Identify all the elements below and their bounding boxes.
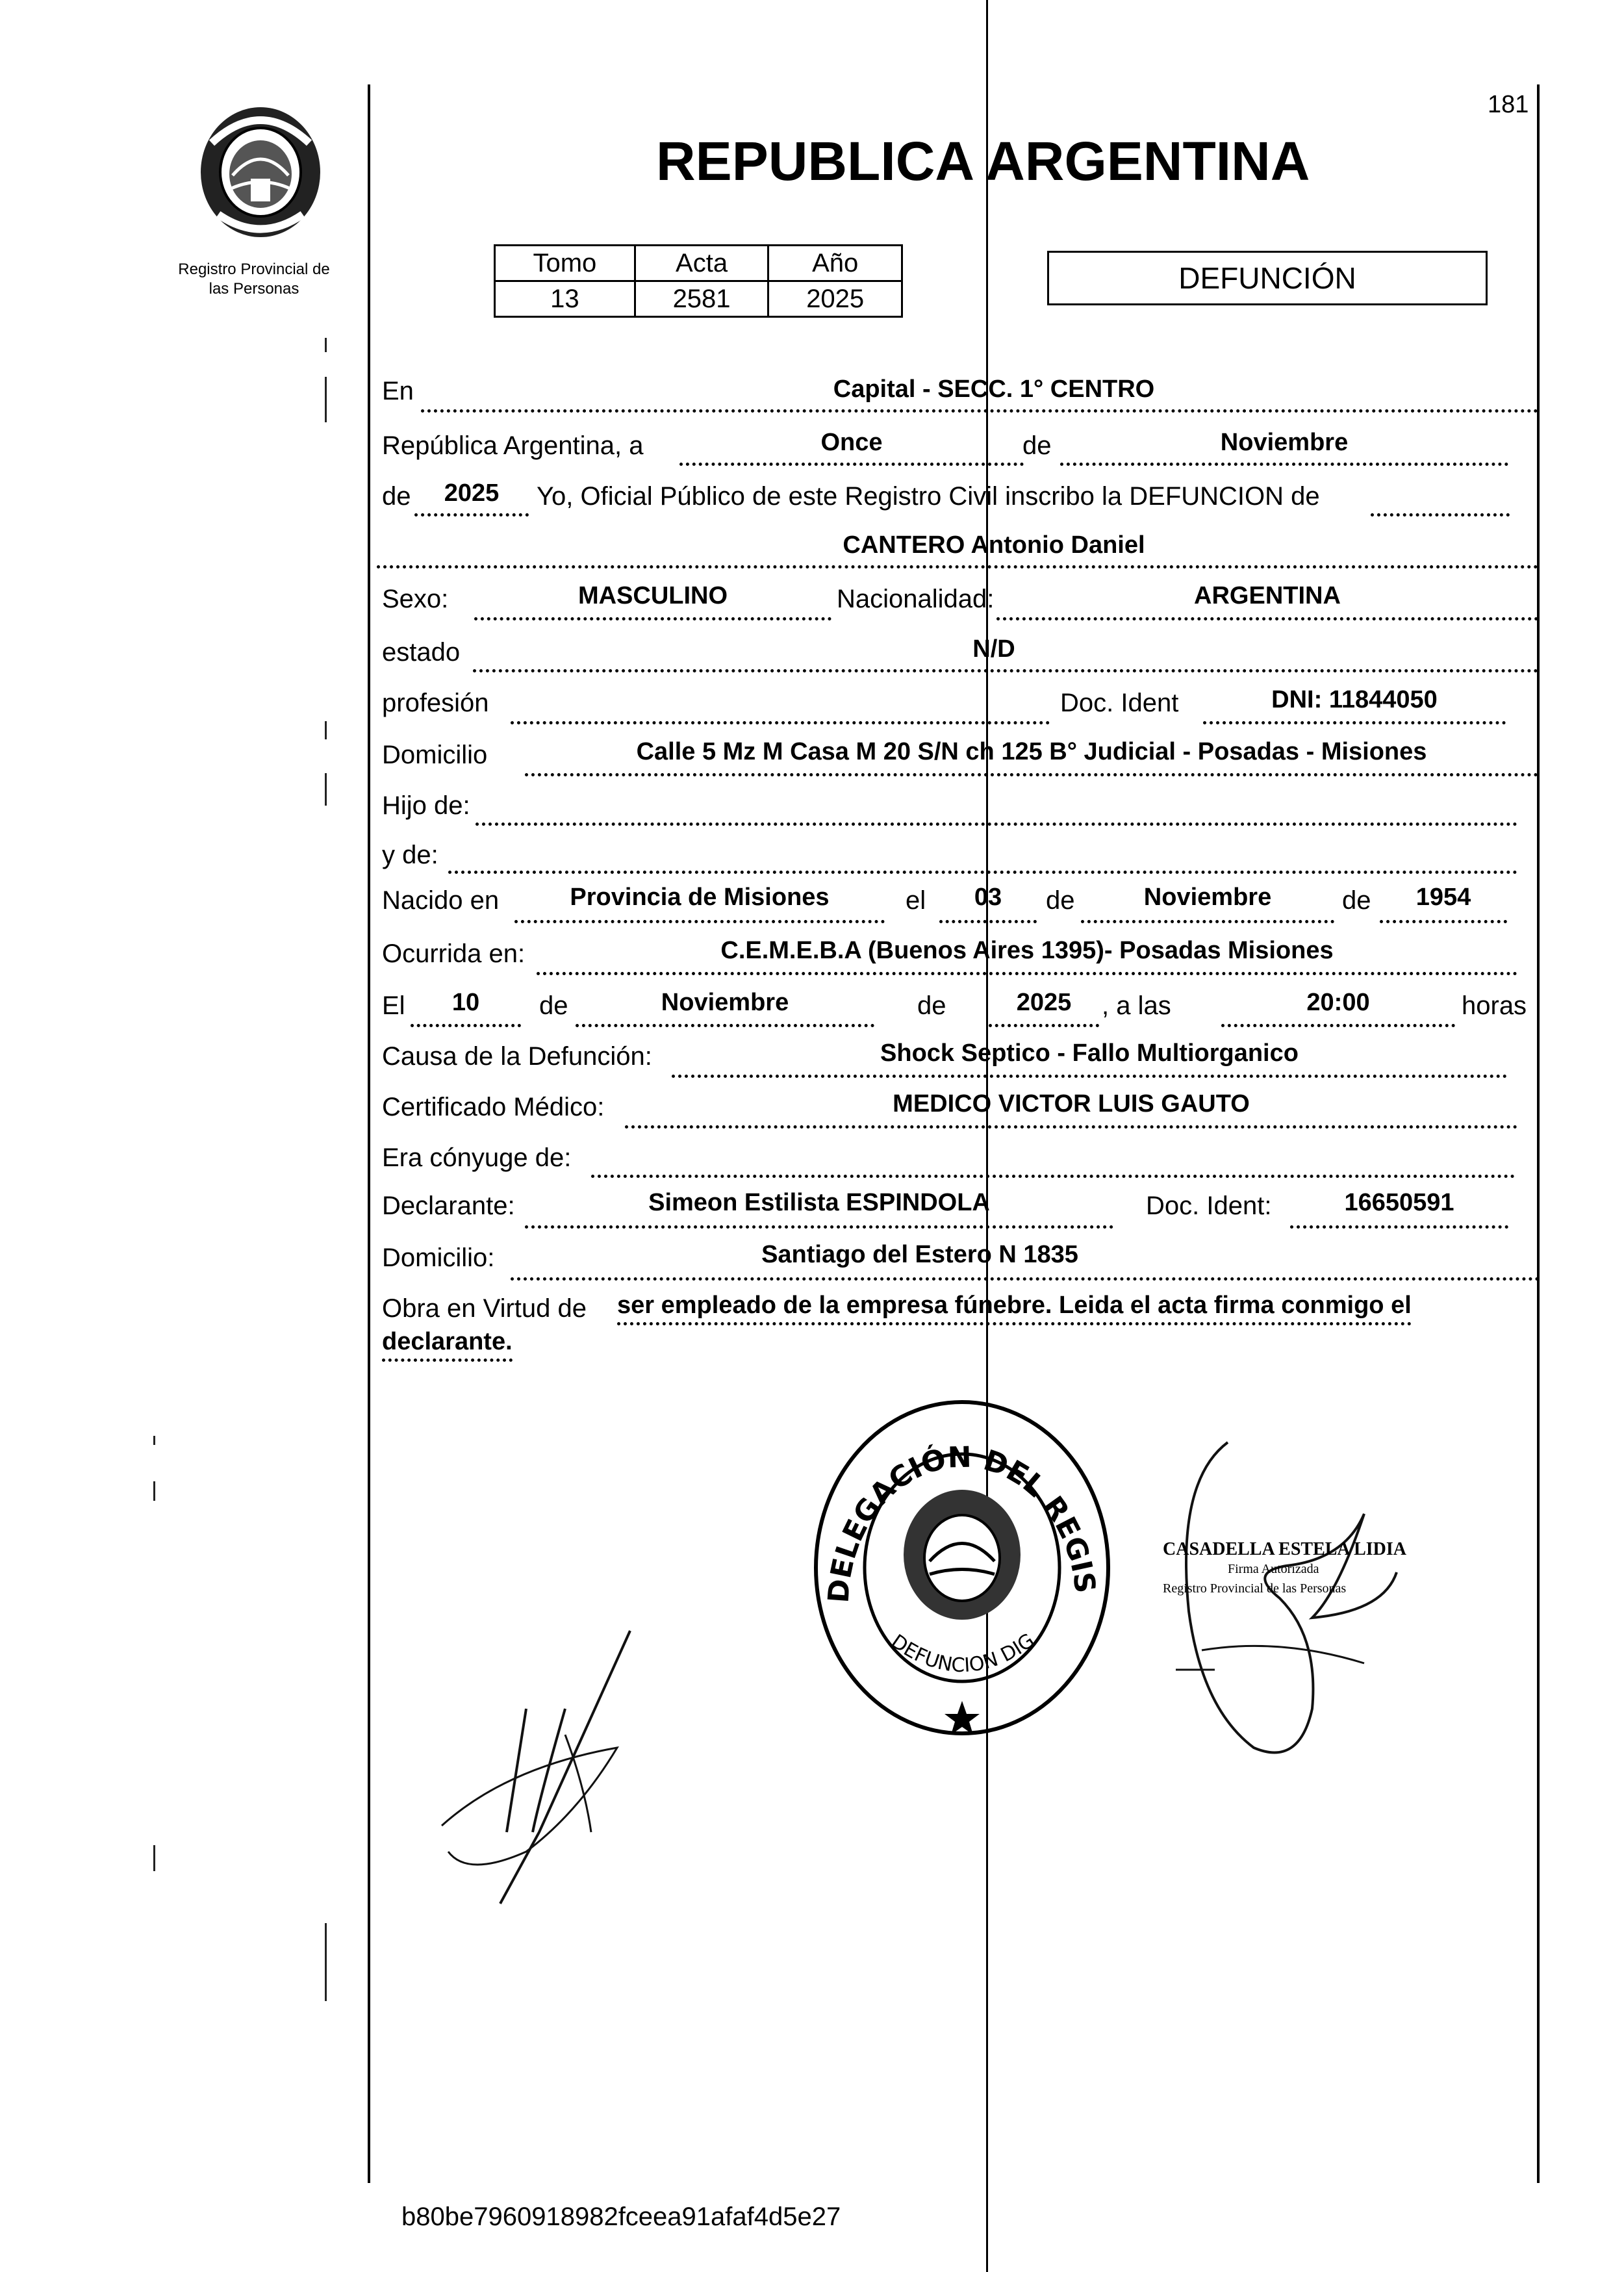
dotted-line [1380,920,1507,923]
de-label: de [539,991,568,1020]
document-type-box: DEFUNCIÓN [1047,251,1488,305]
dotted-line [1203,721,1506,724]
declarante-domicilio-label: Domicilio: [382,1244,495,1272]
domicilio-value: Calle 5 Mz M Casa M 20 S/N ch 125 B° Judicial - Posadas - Misiones [636,738,1427,765]
dotted-line [1081,920,1334,923]
right-border-line [1537,84,1540,2183]
doc-ident-label: Doc. Ident [1060,689,1179,717]
dotted-line [591,1175,1515,1178]
domicilio-label: Domicilio [382,741,488,769]
causa-label: Causa de la Defunción: [382,1042,652,1071]
certificado-label: Certificado Médico: [382,1093,605,1121]
misiones-crest-logo [192,104,329,240]
margin-mark [325,1923,327,2001]
sexo-label: Sexo: [382,585,449,613]
horas-label: horas [1462,991,1527,1020]
obra-value-line1: ser empleado de la empresa fúnebre. Leida el acta firma conmigo el [617,1292,1412,1325]
center-fold-line [986,0,988,2272]
margin-mark [325,721,327,739]
dotted-line [414,513,529,517]
certificado-value: MEDICO VICTOR LUIS GAUTO [893,1090,1250,1117]
y-de-label: y de: [382,841,438,869]
seal-inner-text: DEFUNCION DIG [887,1629,1039,1678]
nacionalidad-value: ARGENTINA [1194,582,1341,609]
dotted-line [679,463,1024,466]
margin-mark [325,338,327,352]
register-table [494,244,903,318]
seal-ring-text: DELEGACIÓN DEL REGIS [822,1440,1102,1604]
declarante-domicilio-value: Santiago del Estero N 1835 [761,1241,1078,1268]
defuncion-mes-value: Noviembre [661,989,789,1016]
margin-mark [325,773,327,806]
dia-value: Once [820,429,883,456]
dotted-line [377,565,1538,568]
defuncion-dia-value: 10 [451,989,480,1016]
obra-label: Obra en Virtud de [382,1294,587,1323]
officer-stamp-role: Firma Autorizada [1228,1562,1319,1576]
dotted-line [672,1075,1507,1078]
left-border-line [368,84,370,2183]
dotted-line [939,920,1037,923]
obra-value-line2: declarante. [382,1328,513,1362]
profesion-label: profesión [382,689,489,717]
register-value-acta: 2581 [635,281,768,317]
dotted-line [537,972,1517,975]
de-label: de [1046,886,1075,915]
dotted-line [476,823,1517,826]
margin-mark [325,377,327,422]
estado-label: estado [382,638,461,667]
inscribo-text: Yo, Oficial Público de este Registro Civil inscribo la DEFUNCION de [537,482,1320,511]
ocurrida-value: C.E.M.E.B.A (Buenos Aires 1395)- Posadas Misiones [720,937,1334,964]
officer-stamp [1163,1540,1462,1598]
dotted-line [1290,1225,1508,1229]
document-hash: b80be7960918982fceea91afaf4d5e27 [401,2202,841,2231]
deceased-name-value: CANTERO Antonio Daniel [843,531,1145,559]
register-header-acta: Acta [635,246,768,281]
register-value-anio: 2025 [768,281,902,317]
ocurrida-label: Ocurrida en: [382,939,526,968]
republica-label: República Argentina, a [382,431,644,460]
a-las-label: , a las [1102,991,1171,1020]
sexo-value: MASCULINO [577,582,728,609]
register-header-anio: Año [768,246,902,281]
nacionalidad-label: Nacionalidad: [837,585,995,613]
defuncion-anio-value: 2025 [1016,989,1072,1016]
dotted-line [514,920,885,923]
dotted-line [576,1024,874,1027]
declarante-label: Declarante: [382,1192,515,1220]
nacimiento-dia-value: 03 [974,884,1002,911]
el-cap-label: El [382,991,405,1020]
registry-official-seal [809,1396,1115,1740]
nacimiento-anio-value: 1954 [1415,884,1471,911]
officer-stamp-name: CASADELLA ESTELA LIDIA [1163,1539,1407,1559]
en-value: Capital - SECC. 1° CENTRO [833,376,1155,403]
dotted-line [511,721,1050,724]
dotted-line [421,409,1538,413]
dotted-line [989,1024,1099,1027]
officer-stamp-office: Registro Provincial de las Personas [1163,1581,1347,1596]
margin-mark [153,1845,155,1871]
declarante-doc-label: Doc. Ident: [1146,1192,1272,1220]
dotted-line [411,1024,521,1027]
dotted-line [474,617,831,620]
dotted-line [1371,513,1510,517]
de-label: de [917,991,946,1020]
dotted-line [996,617,1538,620]
hijo-label: Hijo de: [382,791,470,820]
doc-ident-value: DNI: 11844050 [1271,686,1438,713]
el-label: el [906,886,926,915]
en-label: En [382,377,414,405]
dotted-line [525,1225,1113,1229]
declarante-value: Simeon Estilista ESPINDOLA [648,1189,990,1216]
estado-value: N/D [972,635,1015,663]
conyuge-label: Era cónyuge de: [382,1143,572,1172]
declarante-doc-value: 16650591 [1344,1189,1454,1216]
dotted-line [511,1277,1540,1281]
de-label: de [382,482,411,511]
dotted-line [1221,1024,1455,1027]
de-label: de [1022,431,1052,460]
dotted-line [448,871,1517,874]
dotted-line [473,669,1538,672]
de-label: de [1342,886,1371,915]
causa-value: Shock Septico - Fallo Multiorganico [880,1040,1299,1067]
nacido-label: Nacido en [382,886,500,915]
nacimiento-mes-value: Noviembre [1143,884,1272,911]
register-header-tomo: Tomo [495,246,635,281]
register-value-tomo: 13 [495,281,635,317]
nacido-value: Provincia de Misiones [570,884,830,911]
declarant-signature [429,1618,643,1923]
dotted-line [625,1125,1517,1129]
page-title: REPUBLICA ARGENTINA [656,131,1310,192]
dotted-line [525,773,1538,776]
page-number: 181 [1488,91,1529,118]
registry-name: Registro Provincial de las Personas [178,261,330,298]
anio-value: 2025 [444,479,500,507]
margin-mark [153,1436,155,1445]
margin-mark [153,1481,155,1501]
mes-value: Noviembre [1220,429,1349,456]
hora-value: 20:00 [1306,989,1370,1016]
dotted-line [1060,463,1508,466]
